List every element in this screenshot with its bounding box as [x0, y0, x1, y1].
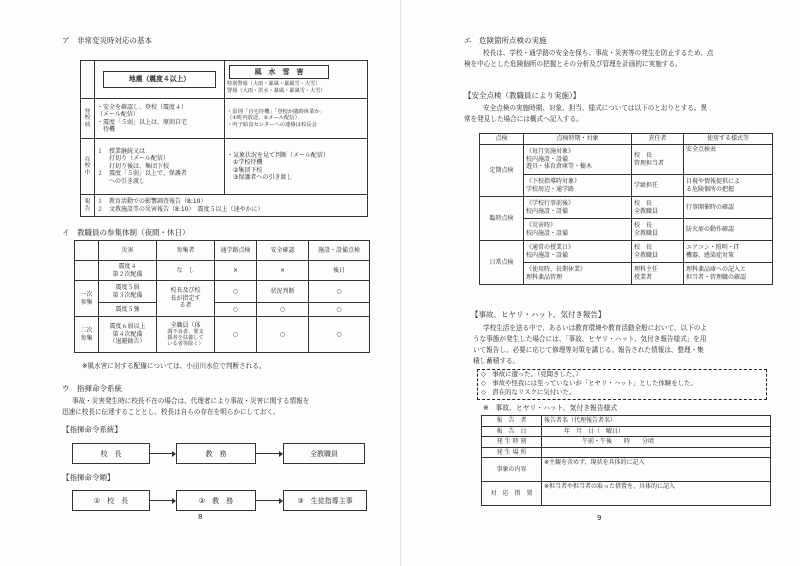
- chain-box-all-staff: 全教職員: [283, 443, 365, 464]
- staff-note: ※風水害に対する配備については、小田川水位で判断される。: [82, 362, 266, 370]
- text-line: 校 長: [634, 222, 653, 229]
- text-line: 震度４: [118, 263, 137, 270]
- chain-arrow-2: [256, 453, 282, 454]
- label-periodic: 定期点検: [480, 145, 524, 197]
- cell: 防火扉の動作確認: [684, 219, 773, 241]
- text-line: 全教職員: [634, 229, 659, 237]
- text-line: ・震度「５弱」以上は、原則自宅: [97, 118, 188, 126]
- quake-label: 地震（震度４以上）: [103, 71, 216, 87]
- header-target: 点検時期・対象: [524, 134, 632, 145]
- cell: ×: [215, 261, 257, 281]
- order-box-1: ① 校 長: [72, 490, 150, 511]
- situation-item: ◇ 事故や怪我には至っていないが「ヒヤリ・ハット」とした体験をした。: [481, 378, 697, 387]
- cell: ×: [257, 261, 309, 281]
- hiyari-text-3: いて報告し、必要に応じて修理等対策を講じる。報告された情報は、整理・集: [473, 346, 704, 354]
- text-line: 理科薬品庫への記入と: [686, 266, 747, 273]
- text-line: 参集: [80, 334, 93, 342]
- header-route: 通学路点検: [215, 241, 257, 261]
- cell: 震度５強: [99, 303, 157, 317]
- page-number-right: 9: [597, 514, 602, 522]
- order-box-3: ③ 生徒指導主事: [283, 490, 367, 511]
- section-a-title: ア 非常変災時対応の基本: [62, 36, 152, 45]
- section-u-text-1: 事故・災害発生時に校長不在の場合は、代理者により事故・災害に関する情報を: [72, 397, 310, 405]
- text-line: 調不良者、要支: [167, 328, 204, 335]
- text-line: 管理担当者: [634, 159, 665, 167]
- text-line: 震度６弱以上: [109, 323, 146, 331]
- cell: 後日: [309, 261, 370, 281]
- text-line: 《毎月実施対象》: [526, 148, 575, 156]
- safety-text-2: 常を発見した場合には概式へ記入する。: [464, 115, 583, 123]
- text-line: 校内施設・設備: [526, 229, 569, 237]
- form-value: 報告者名（代理報告者名）: [542, 416, 771, 427]
- text-line: 校 長: [634, 152, 653, 159]
- text-line: ③保護者への引き渡し: [233, 174, 293, 181]
- text-line: への引き渡し: [109, 177, 146, 185]
- situation-item: ◇ 潜在的なリスクに気付いた。: [481, 387, 576, 396]
- text-line: ・原則「自宅待機」「登校か臨時休業か」: [227, 108, 325, 115]
- text-line: 機器、感染症対策: [686, 251, 735, 259]
- form-value: ※担当者や担当者の取った措置を、具体的に記入: [542, 482, 771, 506]
- header-facility: 施設・設備点検: [309, 241, 370, 261]
- header-type: 点検: [480, 134, 524, 145]
- text-line: 全教職員: [634, 207, 659, 215]
- right-page: [400, 0, 800, 566]
- inspection-table: [479, 133, 773, 285]
- cell: ○: [257, 317, 309, 353]
- text-line: る者: [179, 302, 192, 310]
- text-line: （①町内放送、②メール配信）: [227, 115, 300, 122]
- cell: 安全点検表: [684, 145, 773, 175]
- cell: ○: [257, 303, 309, 317]
- form-title: ※ 事故、ヒヤリ・ハット、気付き報告様式: [483, 404, 618, 412]
- form-value: 午前・午後 時 分頃: [542, 437, 771, 448]
- form-label: 対 応 措 置: [482, 482, 542, 506]
- section-e-text-1: 校長は、学校・通学路の安全を保ち、事故・災害等の発生を防止するため、点: [483, 49, 714, 57]
- text-line: （メール配信）: [97, 111, 139, 118]
- form-value: 年 月 日（ 曜日）: [542, 426, 771, 437]
- header-disaster: 災害: [99, 241, 157, 261]
- header-responsible: 責任者: [632, 134, 684, 145]
- section-u-title: ウ 指揮命令系統: [62, 384, 122, 393]
- cell: 状況判断: [257, 281, 309, 303]
- text-line: 打切り後は、集団下校: [109, 162, 170, 170]
- storm-warning-2: 警報（大雨・洪水・暴風・暴風雪・大雪）: [227, 87, 326, 94]
- text-line: 第２次配備: [112, 270, 143, 278]
- header-person: 参集者: [157, 241, 215, 261]
- section-e-title: エ 危険箇所点検の実施: [464, 36, 547, 45]
- text-line: 《災害時》: [526, 222, 557, 229]
- text-line: 全教職員: [634, 251, 659, 259]
- text-line: 理科薬品管理: [526, 273, 563, 281]
- text-line: 二次: [80, 327, 93, 334]
- storm-warning-1: 特別警報（大雨・暴風・暴風雪・大雪）: [227, 81, 321, 88]
- text-line: ・気象状況を見て判断（メール配信）: [227, 151, 329, 159]
- chain-title: 【指揮命令系統】: [62, 425, 122, 434]
- hiyari-text-1: 学校生活を送る中で、あるいは教育環境や教育活動全般において、以下のよ: [483, 324, 707, 332]
- page-number-left: 8: [198, 513, 203, 521]
- cell: ○: [309, 281, 370, 303]
- text-line: 校内施設・設備: [526, 207, 569, 215]
- text-line: 校内施設・設備: [526, 155, 569, 163]
- order-title: 【指揮命令順】: [62, 473, 115, 482]
- order-arrow-1: [150, 500, 175, 501]
- text-line: 一次: [80, 291, 93, 298]
- text-line: 担当者・管理職の確認: [686, 273, 747, 281]
- header-form: 使用する様式等: [684, 134, 773, 145]
- dashed-situations-box: [477, 369, 767, 400]
- text-line: 学校周辺・通学路: [526, 185, 575, 193]
- text-line: 目視や情報提供によ: [686, 178, 741, 185]
- form-value: ※主観を含めず、現状を具体的に記入: [542, 458, 771, 482]
- form-label: 報 告 者: [482, 416, 542, 427]
- row-before-school: 登校前: [81, 99, 95, 139]
- hiyari-text-2: うな事態が発生した場合には、「事故、ヒヤリ・ハット、気付き報告様式」を用: [473, 335, 707, 343]
- cell: ○: [215, 281, 257, 303]
- report-form-table: [481, 415, 771, 506]
- text-line: 授業者: [634, 273, 653, 281]
- text-line: 震度５弱: [115, 284, 140, 291]
- cell: ○: [215, 303, 257, 317]
- section-e-text-2: 検を中心とした危険個所の把握とその分析及び管理を計画的に実施する。: [464, 60, 682, 68]
- hiyari-text-4: 積し蓄積する。: [473, 357, 520, 365]
- row-report: 報告: [81, 195, 95, 217]
- cell: 学級担任: [632, 175, 684, 197]
- section-u-text-2: 迅速に校長に伝達することとし、校長は自らの存在を明らかにしておく。: [62, 408, 280, 416]
- header-safety: 安全確認: [257, 241, 309, 261]
- text-line: 校 長: [634, 200, 653, 207]
- safety-title: 【安全点検（教職員により実施）】: [464, 91, 581, 100]
- text-line: 《通常の授業日》: [526, 244, 575, 251]
- text-line: る危険個所の把握: [686, 185, 735, 193]
- text-line: 援者を扶養して: [167, 334, 204, 341]
- text-line: ２ 文教施設等の災害報告（8:10） 震度５以上（速やかに）: [97, 205, 264, 213]
- text-line: 遊具・体育倉庫等・樹木: [526, 163, 593, 171]
- form-label: 事象の内容: [482, 458, 542, 482]
- cell: 行事開催時の確認: [684, 197, 773, 219]
- text-line: 理科主任: [634, 266, 659, 273]
- text-line: 《学校行事前後》: [526, 200, 575, 207]
- text-line: 校内施設・設備: [526, 251, 569, 259]
- text-line: 打切り（メール配信）: [109, 155, 169, 163]
- situation-item: ◇ 事故に遭った。（見聞きした。）: [481, 370, 582, 378]
- form-label: 発 生 時 刻: [482, 437, 542, 448]
- chain-box-principal: 校 長: [72, 443, 150, 464]
- cell: ○: [215, 317, 257, 353]
- text-line: 全職員（体: [170, 321, 201, 329]
- text-line: 待機: [103, 126, 116, 133]
- cell: な し: [157, 261, 215, 281]
- section-i-title: イ 教職員の参集体制（夜間・休日）: [62, 228, 190, 237]
- safety-text-1: 安全点検の実施時期、対象、担当、様式については以下のとおりとする。異: [483, 104, 708, 112]
- text-line: 参集: [80, 298, 93, 306]
- text-line: ・内子給食センターへの連絡は校長会: [227, 121, 317, 128]
- chain-arrow-1: [150, 453, 175, 454]
- row-during-school: 在校中: [81, 139, 95, 195]
- form-value: [542, 447, 771, 458]
- text-line: 第４次配備: [112, 330, 143, 338]
- cell: ○: [309, 317, 370, 353]
- text-line: ①学校待機: [233, 159, 263, 166]
- text-line: 《下校指導時対象》: [526, 178, 581, 185]
- text-line: 長が指定す: [170, 294, 201, 302]
- label-temporary: 臨時点検: [480, 197, 524, 241]
- cell: ○: [309, 303, 370, 317]
- text-line: １ 教育活動での影響調査報告（8:10）: [97, 198, 207, 205]
- storm-label: 風 水 雪 害: [229, 65, 329, 80]
- text-line: いる者等除く）: [167, 341, 204, 348]
- text-line: ・安全を確認し、登校（震度４）: [97, 103, 188, 111]
- text-line: エアコン・照明・IT: [686, 244, 740, 251]
- chain-box-academic: 教 務: [176, 443, 256, 464]
- text-line: １ 授業継続又は: [97, 147, 146, 155]
- text-line: 《使用時、長期休業》: [526, 266, 587, 273]
- hiyari-title: 【事故、ヒヤリ・ハット、気付き報告】: [471, 310, 606, 319]
- disaster-response-table: [80, 60, 368, 217]
- order-arrow-2: [256, 500, 282, 501]
- staff-assembly-table: [74, 240, 370, 353]
- form-label: 発 生 場 所: [482, 447, 542, 458]
- text-line: ２ 震度「５弱」以上で、保護者: [97, 170, 187, 178]
- form-label: 報 告 日: [482, 426, 542, 437]
- text-line: （退避勧告）: [109, 338, 146, 346]
- text-line: 第３次配備: [112, 291, 143, 299]
- label-daily: 日常点検: [480, 241, 524, 285]
- order-box-2: ② 教 務: [176, 490, 256, 511]
- text-line: 校 長: [634, 244, 653, 251]
- text-line: ②集団下校: [233, 166, 263, 174]
- text-line: 校長及び校: [170, 287, 201, 295]
